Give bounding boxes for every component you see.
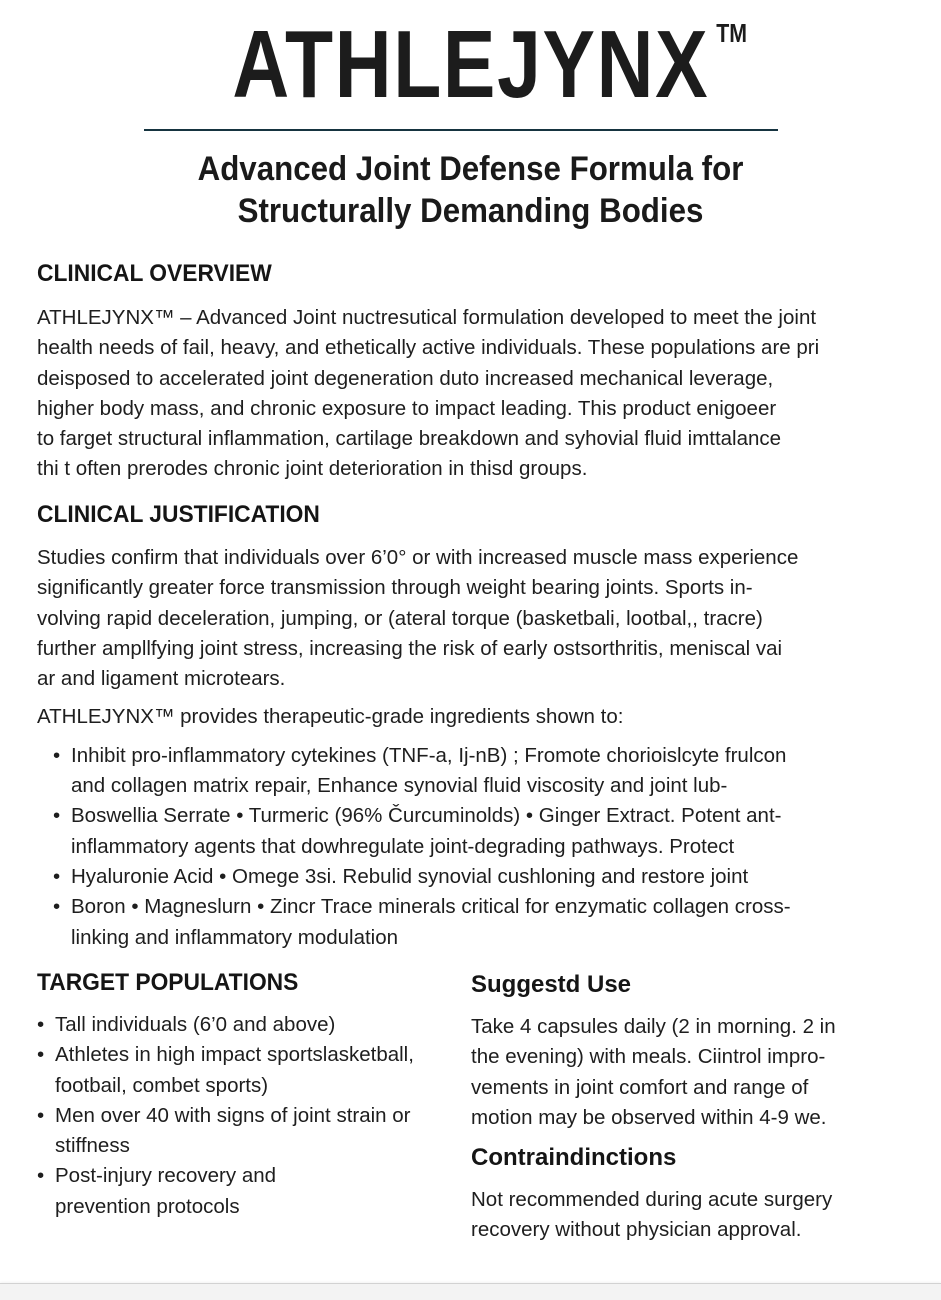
section-title-contraindications: [471, 1143, 911, 1173]
list-item-text: • Men over 40 with signs of joint strain or: [55, 1103, 411, 1127]
list-item-text: • Inhibit pro-inflammatory cytekines (TNF-a, Ij-nB) ; Fromote chorioislcyte frulcon: [71, 743, 787, 767]
section-title-suggested-use: [471, 970, 911, 1000]
text-line: motion may be observed within 4-9 we.: [471, 1105, 827, 1129]
text-line: health needs of fail, heavy, and ethetically active individuals. These populations are pri: [37, 336, 820, 360]
list-item: [37, 1010, 457, 1040]
ingredients-intro-text: ATHLEJYNX™ provides therapeutic-grade ingredients shown to:: [37, 705, 624, 729]
section-title-clinical-justification: [37, 500, 798, 530]
list-item: [37, 741, 798, 802]
ingredients-list: [37, 741, 798, 953]
list-item: [37, 1040, 457, 1101]
text-line: deisposed to accelerated joint degeneration duto increased mechanical leverage,: [37, 366, 774, 390]
list-item: [37, 1101, 457, 1162]
text-line: higher body mass, and chronic exposure to impact leading. This product enigoeer: [37, 396, 777, 420]
text-line: ar and ligament microtears.: [37, 667, 286, 691]
usage-column: [471, 970, 911, 1246]
list-item-text: • Athletes in high impact sportslasketball,: [55, 1043, 414, 1067]
section-title-text: CLINICAL OVERVIEW: [37, 260, 272, 287]
section-title-text: Contraindinctions: [471, 1144, 677, 1172]
list-item-text: linking and inflammatory modulation: [71, 925, 399, 949]
list-item-text: • Boron • Magneslurn • Zincr Trace minerals critical for enzymatic collagen cross-: [71, 895, 791, 919]
list-item-text: • Post-injury recovery and: [55, 1164, 277, 1188]
clinical-overview-section: [37, 259, 819, 485]
list-item-text: • Hyaluronie Acid • Omege 3si. Rebulid synovial cushloning and restore joint: [71, 864, 749, 888]
text-line: volving rapid deceleration, jumping, or (ateral torque (basketbali, lootbal,, tracre): [37, 606, 763, 630]
brand-name: ATHLEJYNX: [232, 11, 709, 118]
subtitle-line-1: Advanced Joint Defense Formula for: [197, 150, 744, 188]
ingredients-intro: [37, 702, 798, 732]
brand-logo: [232, 6, 747, 124]
list-item-text: footbail, combet sports): [55, 1073, 269, 1097]
section-title-text: TARGET POPULATIONS: [37, 969, 299, 996]
list-item: [37, 1161, 457, 1222]
list-item: [37, 862, 798, 892]
text-line: Studies confirm that individuals over 6’0° or with increased muscle mass experience: [37, 546, 799, 569]
list-item: [37, 892, 798, 953]
list-item-text: and collagen matrix repair, Enhance synovial fluid viscosity and joint lub-: [71, 774, 728, 798]
clinical-justification-body: [37, 543, 798, 694]
section-title-clinical-overview: [37, 259, 819, 289]
clinical-justification-section: [37, 500, 798, 953]
subtitle-line-2: Structurally Demanding Bodies: [237, 192, 704, 230]
trademark-symbol: TM: [715, 18, 747, 48]
page-bottom-edge: [0, 1283, 941, 1300]
list-item-text: • Tall individuals (6’0 and above): [55, 1013, 336, 1036]
suggested-use-body: [471, 1012, 911, 1133]
text-line: ATHLEJYNX™ – Advanced Joint nuctresutical formulation developed to meet the joint: [37, 306, 817, 329]
list-item: [37, 801, 798, 862]
list-item-text: inflammatory agents that dowhregulate joint-degrading pathways. Protect: [71, 834, 735, 858]
text-line: Not recommended during acute surgery: [471, 1188, 833, 1212]
list-item-text: • Boswellia Serrate • Turmeric (96% Čurcuminolds) • Ginger Extract. Potent ant-: [71, 804, 782, 828]
list-item-text: stiffness: [55, 1134, 130, 1158]
text-line: recovery without physician approval.: [471, 1218, 802, 1242]
text-line: significantly greater force transmission through weight bearing joints. Sports in-: [37, 576, 753, 600]
target-populations-section: [37, 968, 457, 1222]
page-subtitle: [0, 148, 941, 232]
suggested-use-section: [471, 970, 911, 1133]
clinical-overview-body: [37, 303, 819, 485]
text-line: thi t often prerodes chronic joint deterioration in thisd groups.: [37, 457, 588, 481]
contraindications-section: [471, 1143, 911, 1246]
header-divider: [144, 129, 778, 131]
section-title-text: Suggestd Use: [471, 971, 632, 998]
text-line: Take 4 capsules daily (2 in morning. 2 in: [471, 1015, 836, 1038]
target-populations-list: [37, 1010, 457, 1222]
contraindications-body: [471, 1185, 911, 1246]
text-line: the evening) with meals. Ciintrol impro-: [471, 1045, 826, 1069]
list-item-text: prevention protocols: [55, 1194, 240, 1218]
text-line: vements in joint comfort and range of: [471, 1075, 809, 1099]
text-line: to farget structural inflammation, cartilage breakdown and syhovial fluid imttalance: [37, 427, 782, 451]
section-title-text: CLINICAL JUSTIFICATION: [37, 501, 320, 528]
brand-header: [0, 6, 941, 124]
section-title-target-populations: [37, 968, 457, 998]
text-line: further ampllfying joint stress, increasing the risk of early ostsorthritis, meniscal vai: [37, 636, 783, 660]
